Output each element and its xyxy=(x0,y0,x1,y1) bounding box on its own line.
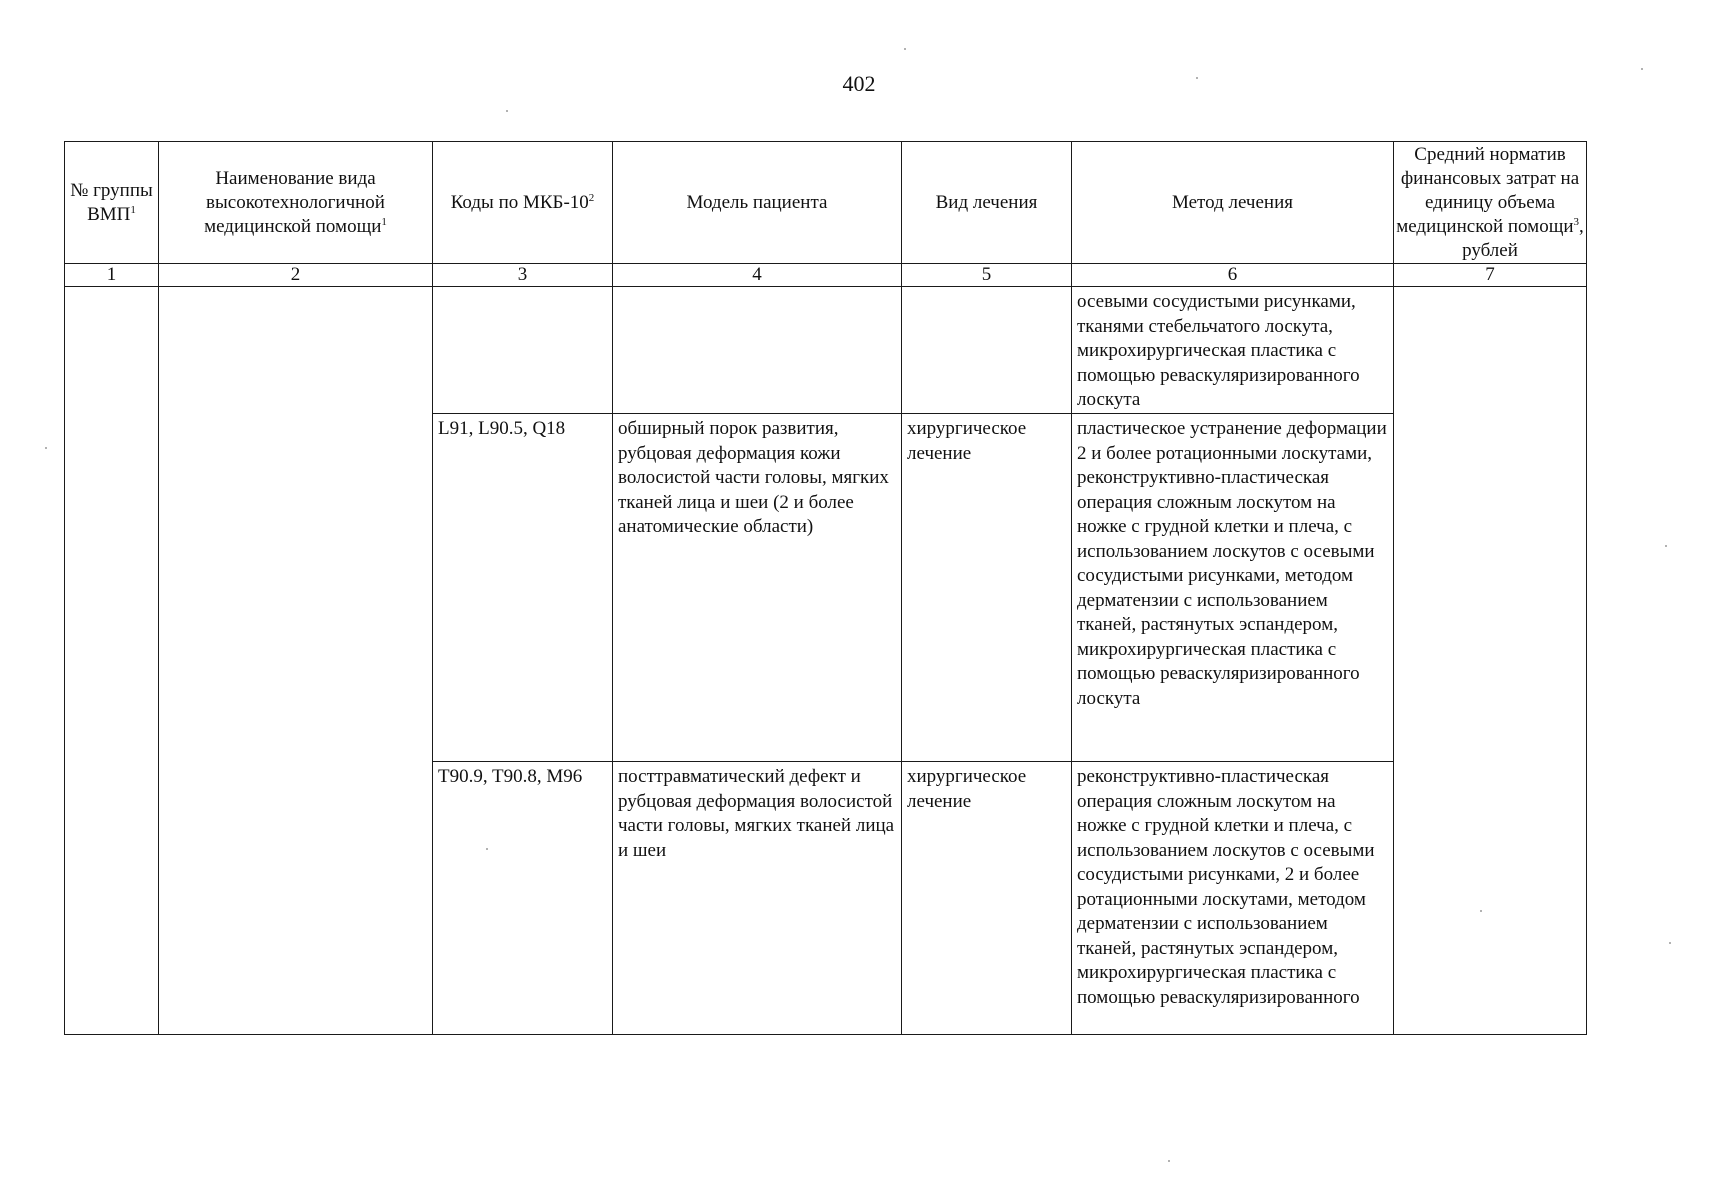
header-care-type-name: Наименование вида высокотехнологичной медицинской помощи$^1$ xyxy=(159,142,433,264)
header-group-number: № группы ВМП$^1$ xyxy=(65,142,159,264)
scan-speck xyxy=(486,848,488,850)
scan-speck xyxy=(45,447,47,449)
treatment-type-cell: хирургическое лечение xyxy=(902,762,1072,1035)
header-treatment-method: Метод лечения xyxy=(1072,142,1394,264)
codes-cell: T90.9, T90.8, M96 xyxy=(433,762,613,1035)
patient-model-cell xyxy=(613,287,902,414)
scan-speck xyxy=(904,48,906,50)
patient-model-cell: посттравматический дефект и рубцовая деформация волосистой части головы, мягких тканей лица и шеи xyxy=(613,762,902,1035)
treatment-type-cell xyxy=(902,287,1072,414)
column-number: 1 xyxy=(65,264,159,287)
treatment-method-cell: реконструктивно-пластическая операция сложным лоскутом на ножке с грудной клетки и плеча, с использованием лоскутов с осевыми сосудистыми рисунками, 2 и более ротационными лоскутами, методом дерматензии с использованием тканей, растянутых эспандером, микрохирургическая пластика с помощью реваскуляризированного xyxy=(1072,762,1394,1035)
column-number: 2 xyxy=(159,264,433,287)
table-row xyxy=(65,287,1587,414)
header-patient-model: Модель пациента xyxy=(613,142,902,264)
vmp-table xyxy=(64,141,1587,1035)
scan-speck xyxy=(1480,910,1482,912)
scan-speck xyxy=(1665,545,1667,547)
column-number: 7 xyxy=(1394,264,1587,287)
column-number-row xyxy=(65,264,1587,287)
treatment-method-cell: пластическое устранение деформации 2 и более ротационными лоскутами, реконструктивно-пластическая операция сложным лоскутом на ножке с грудной клетки и плеча, с использованием лоскутов с осевыми сосудистыми рисунками, методом дерматензии с использованием тканей, растянутых эспандером, микрохирургическая пластика с помощью реваскуляризированного лоскута xyxy=(1072,414,1394,762)
group-number-cell xyxy=(65,287,159,1035)
column-number: 4 xyxy=(613,264,902,287)
treatment-method-cell: осевыми сосудистыми рисунками, тканями стебельчатого лоскута, микрохирургическая пластика с помощью реваскуляризированного лоскута xyxy=(1072,287,1394,414)
column-number: 3 xyxy=(433,264,613,287)
scan-speck xyxy=(506,110,508,112)
header-average-cost: Средний норматив финансовых затрат на единицу объема медицинской помощи$^3$, рублей xyxy=(1394,142,1587,264)
scan-speck xyxy=(1641,68,1643,70)
patient-model-cell: обширный порок развития, рубцовая деформация кожи волосистой части головы, мягких тканей лица и шеи (2 и более анатомические области) xyxy=(613,414,902,762)
header-treatment-type: Вид лечения xyxy=(902,142,1072,264)
care-type-name-cell xyxy=(159,287,433,1035)
header-icd10-codes: Коды по МКБ-$10^2$ xyxy=(433,142,613,264)
table-header-row xyxy=(65,142,1587,264)
scan-speck xyxy=(1196,77,1198,79)
treatment-type-cell: хирургическое лечение xyxy=(902,414,1072,762)
column-number: 5 xyxy=(902,264,1072,287)
scan-speck xyxy=(1168,1160,1170,1162)
average-cost-cell xyxy=(1394,287,1587,1035)
codes-cell: L91, L90.5, Q18 xyxy=(433,414,613,762)
codes-cell xyxy=(433,287,613,414)
page-number: 402 xyxy=(842,71,876,96)
column-number: 6 xyxy=(1072,264,1394,287)
scan-speck xyxy=(1669,942,1671,944)
